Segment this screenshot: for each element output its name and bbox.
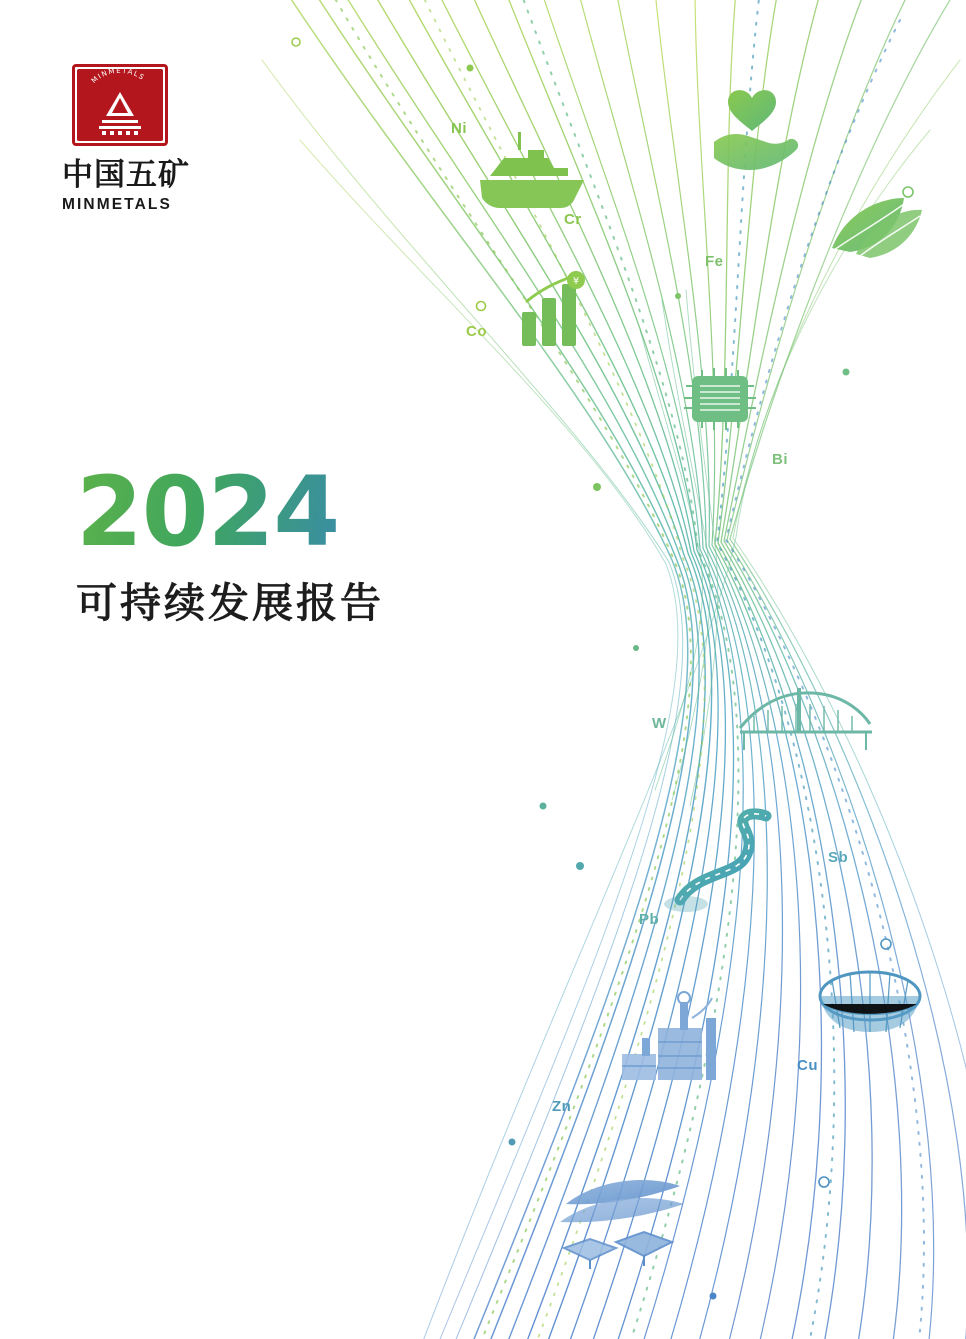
element-symbol-ni: Ni bbox=[451, 120, 467, 137]
element-symbol-bi: Bi bbox=[772, 451, 788, 468]
factory-icon bbox=[622, 992, 716, 1080]
company-name-cn: 中国五矿 bbox=[62, 157, 190, 192]
element-symbol-pb: Pb bbox=[639, 911, 660, 928]
company-name-en: MINMETALS bbox=[62, 196, 172, 214]
report-title: 可持续发展报告 bbox=[76, 580, 384, 627]
chip-icon bbox=[684, 368, 756, 430]
stadium-icon bbox=[820, 971, 920, 1032]
element-symbol-w: W bbox=[652, 715, 667, 732]
element-symbol-zn: Zn bbox=[552, 1098, 572, 1115]
leaves-icon bbox=[832, 198, 922, 258]
element-symbol-fe: Fe bbox=[705, 253, 724, 270]
minmetals-emblem-icon bbox=[72, 64, 168, 146]
hand-heart-icon bbox=[714, 90, 798, 170]
cover-title-block bbox=[76, 456, 496, 629]
svg-text:¥: ¥ bbox=[572, 276, 580, 287]
element-symbol-co: Co bbox=[466, 323, 487, 340]
company-logo bbox=[62, 64, 262, 214]
svg-text:MINMETALS: MINMETALS bbox=[89, 66, 147, 86]
element-symbol-sb: Sb bbox=[828, 849, 849, 866]
element-symbol-cr: Cr bbox=[564, 211, 582, 228]
element-symbol-cu: Cu bbox=[797, 1057, 818, 1074]
ship-icon bbox=[480, 132, 584, 208]
report-year: 2024 bbox=[76, 468, 496, 556]
